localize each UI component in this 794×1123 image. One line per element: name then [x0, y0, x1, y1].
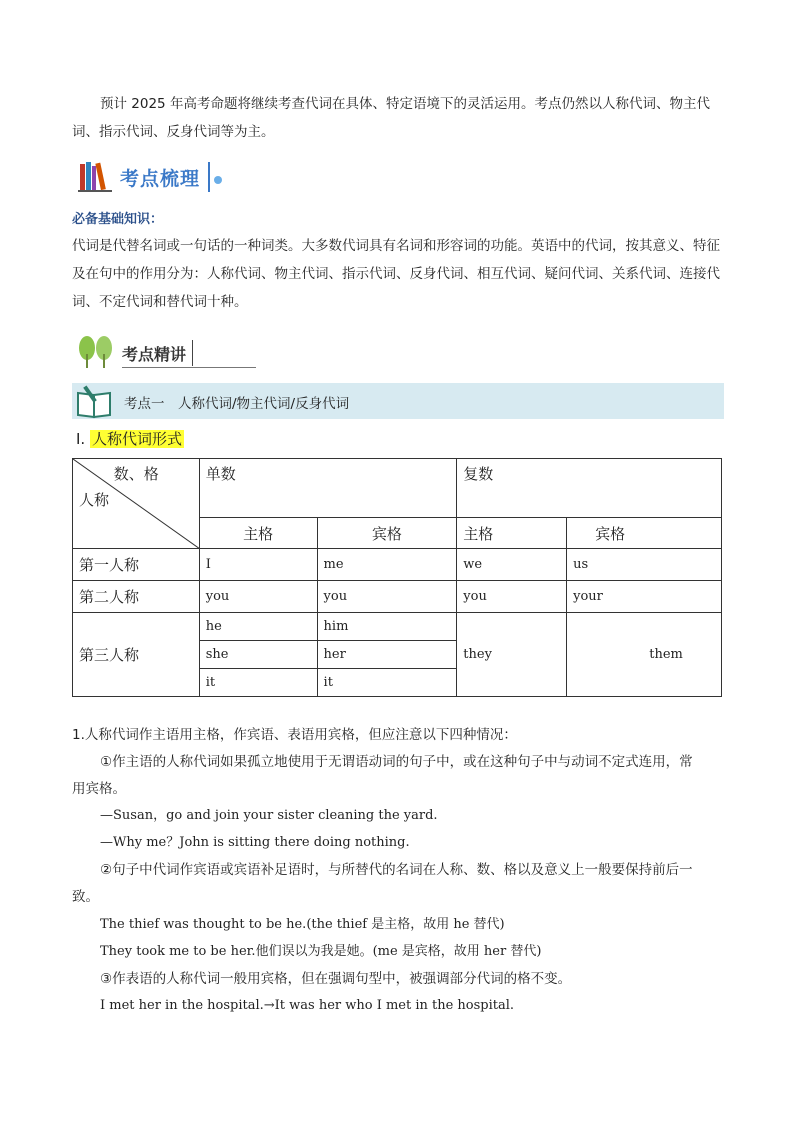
table-cell: them — [567, 613, 722, 697]
example-line: I met her in the hospital.→It was her who I met in the hospital. — [100, 998, 515, 1013]
books-icon — [78, 160, 114, 192]
table-cell: him — [317, 613, 457, 641]
table-row — [73, 581, 722, 613]
subheading — [76, 428, 184, 449]
table-cell: he — [199, 613, 317, 641]
pronoun-table — [72, 458, 722, 697]
sub-header: 宾格 — [567, 518, 722, 549]
sub-header: 主格 — [457, 518, 567, 549]
title-bar — [192, 340, 193, 366]
example-line: They took me to be her.他们误以为我是她。(me 是宾格，故用 her 替代) — [100, 944, 542, 959]
table-cell: it — [317, 669, 457, 697]
sub-header: 宾格 — [317, 518, 457, 549]
subheading-text: 人称代词形式 — [91, 430, 182, 448]
title-underline — [122, 367, 256, 368]
note-line: ③作表语的人称代词一般用宾格，但在强调句型中，被强调部分代词的格不变。 — [100, 971, 572, 987]
note-line: ②句子中代词作宾语或宾语补足语时，与所替代的名词在人称、数、格以及意义上一般要保持前后一 — [100, 862, 693, 878]
sub-header: 主格 — [199, 518, 317, 549]
note-line: 1.人称代词作主语用主格，作宾语、表语用宾格，但应注意以下四种情况： — [72, 727, 517, 743]
corner-bottom-label: 人称 — [79, 491, 110, 509]
table-cell: she — [199, 641, 317, 669]
table-cell: her — [317, 641, 457, 669]
corner-top-label: 数、格 — [113, 465, 159, 483]
topic-band — [72, 383, 724, 419]
example-line: —Susan，go and join your sister cleaning the yard. — [100, 808, 438, 823]
plural-header: 复数 — [457, 459, 722, 518]
table-cell: I — [199, 549, 317, 581]
note-line: ①作主语的人称代词如果孤立地使用于无谓语动词的句子中，或在这种句子中与动词不定式连用，常 — [100, 754, 693, 770]
basic-knowledge-text: 代词是代替名词或一句话的一种词类。大多数代词具有名词和形容词的功能。英语中的代词，按其意义、特征及在句中的作用分为：人称代词、物主代词、指示代词、反身代词、相互代词、疑问代词、关系代词、连接代词、不定代词和替代词十种。 — [72, 238, 720, 310]
person-cell: 第二人称 — [73, 581, 200, 613]
title-dot — [214, 176, 222, 184]
section-header-detail — [76, 334, 276, 374]
subheading-prefix: Ⅰ. — [76, 430, 86, 448]
section-title: 考点精讲 — [122, 345, 187, 364]
title-bar — [208, 162, 210, 192]
book-pencil-icon — [74, 383, 116, 419]
person-cell: 第一人称 — [73, 549, 200, 581]
basic-knowledge-label: 必备基础知识： — [72, 212, 164, 227]
person-cell: 第三人称 — [73, 613, 200, 697]
table-cell: they — [457, 613, 567, 697]
topic-band-text: 考点一 人称代词/物主代词/反身代词 — [124, 396, 350, 412]
table-cell: you — [199, 581, 317, 613]
table-corner-cell — [73, 459, 200, 549]
table-cell: your — [567, 581, 722, 613]
table-cell: you — [317, 581, 457, 613]
table-cell: me — [317, 549, 457, 581]
section-header-review — [78, 156, 238, 200]
table-cell: it — [199, 669, 317, 697]
table-cell: us — [567, 549, 722, 581]
table-cell: we — [457, 549, 567, 581]
intro-paragraph: 预计 2025 年高考命题将继续考查代词在具体、特定语境下的灵活运用。考点仍然以人称代词、物主代词、指示代词、反身代词等为主。 — [72, 96, 710, 140]
table-row — [73, 613, 722, 641]
example-line: The thief was thought to be he.(the thief 是主格，故用 he 替代) — [100, 917, 505, 932]
singular-header: 单数 — [199, 459, 457, 518]
table-cell: you — [457, 581, 567, 613]
note-line: 用宾格。 — [72, 781, 126, 797]
table-row — [73, 549, 722, 581]
note-line: 致。 — [72, 889, 99, 905]
leaves-icon — [76, 334, 118, 370]
example-line: —Why me？John is sitting there doing nothing. — [100, 835, 410, 850]
section-title: 考点梳理 — [120, 168, 201, 190]
